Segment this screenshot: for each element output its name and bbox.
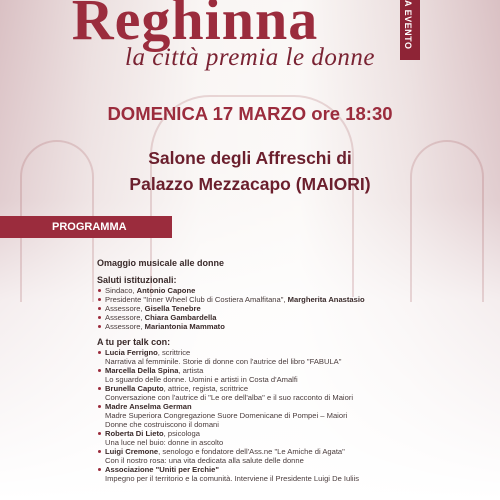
list-item: Brunella Caputo, attrice, regista, scrittrice <box>97 384 497 393</box>
side-tab <box>400 0 420 60</box>
talk-description: Conversazione con l'autrice di "Le ore dell'alba" e il suo racconto di Maiori <box>105 393 354 402</box>
talk-description: Lo sguardo delle donne. Uomini e artisti in Costa d'Amalfi <box>105 375 298 384</box>
list-item: Assessore, Gisella Tenebre <box>97 304 497 313</box>
side-tab-label: A EVENTO <box>403 0 413 50</box>
talk-description: Narrativa al femminile. Storie di donne con l'autrice del libro "FABULA" <box>105 357 342 366</box>
venue-line-2: Palazzo Mezzacapo (MAIORI) <box>129 174 371 194</box>
talk-description: Impegno per il territorio e la comunità. Interviene il Presidente Luigi De Iuliis <box>105 474 360 483</box>
list-item: Presidente "Inner Wheel Club di Costiera Amalfitana", Margherita Anastasio <box>97 295 497 304</box>
list-item: Madre Anselma German <box>97 402 497 411</box>
list-item: Associazione "Uniti per Erchie" <box>97 465 497 474</box>
talk-description: Con il nostro rosa: una vita dedicata alla salute delle donne <box>105 456 304 465</box>
poster-title: Reghinna <box>71 0 319 52</box>
list-item: Roberta Di Lieto, psicologa <box>97 429 497 438</box>
event-date: DOMENICA 17 MARZO ore 18:30 <box>107 103 393 124</box>
talk-description: Madre Superiora Congregazione Suore Domenicane di Pompei – Maiori <box>105 411 348 420</box>
greetings-heading: Saluti istituzionali: <box>97 275 177 285</box>
venue-line-1: Salone degli Affreschi di <box>148 148 352 168</box>
talk-description: Una luce nel buio: donne in ascolto <box>105 438 224 447</box>
list-item: Marcella Della Spina, artista <box>97 366 497 375</box>
program-content <box>97 258 497 483</box>
list-item: Sindaco, Antonio Capone <box>97 286 497 295</box>
list-item: Assessore, Chiara Gambardella <box>97 313 497 322</box>
program-opening: Omaggio musicale alle donne <box>97 258 225 268</box>
talk-description: Donne che costruiscono il domani <box>105 420 219 429</box>
poster-subtitle: la città premia le donne <box>125 44 375 71</box>
talk-heading: A tu per talk con: <box>97 337 171 347</box>
program-label: PROGRAMMA <box>0 216 172 238</box>
list-item: Assessore, Mariantonia Mammato <box>97 322 497 331</box>
list-item: Lucia Ferrigno, scrittrice <box>97 348 497 357</box>
list-item: Luigi Cremone, senologo e fondatore dell'Ass.ne "Le Amiche di Agata" <box>97 447 497 456</box>
